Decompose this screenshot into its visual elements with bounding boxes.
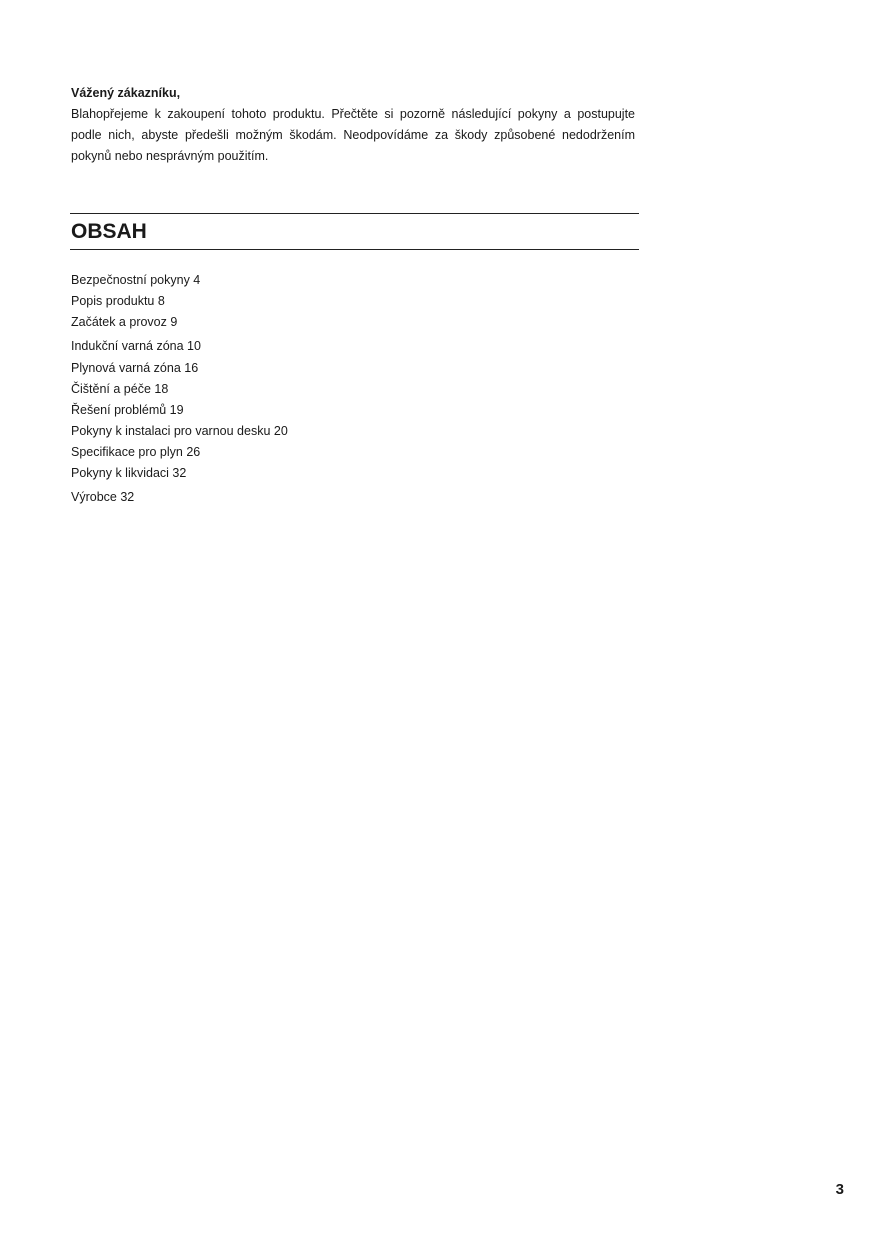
toc-item-gas-zone: Plynová varná zóna 16 <box>71 361 199 375</box>
toc-item-product-description: Popis produktu 8 <box>71 294 165 308</box>
intro-paragraph: Blahopřejeme k zakoupení tohoto produktu. Přečtěte si pozorně následující pokyny a postupujte podle nich, abyste předešli možným škodám. Neodpovídáme za škody způsobené nedodržením pokynů nebo nesprávným použitím. <box>71 107 635 163</box>
toc-item-manufacturer: Výrobce 32 <box>71 490 135 504</box>
toc-item-induction-zone: Indukční varná zóna 10 <box>71 339 201 353</box>
toc-heading: OBSAH <box>71 220 147 243</box>
toc-item-safety: Bezpečnostní pokyny 4 <box>71 273 201 287</box>
intro-section <box>71 83 635 167</box>
toc-item-gas-specs: Specifikace pro plyn 26 <box>71 445 201 459</box>
toc-item-cleaning: Čištění a péče 18 <box>71 382 169 396</box>
toc-top-rule <box>70 213 639 214</box>
toc-item-start-operation: Začátek a provoz 9 <box>71 315 178 329</box>
toc-item-installation: Pokyny k instalaci pro varnou desku 20 <box>71 424 288 438</box>
toc-item-troubleshooting: Řešení problémů 19 <box>71 403 184 417</box>
greeting: Vážený zákazníku, <box>71 86 181 100</box>
toc-item-disposal: Pokyny k likvidaci 32 <box>71 466 187 480</box>
toc-bottom-rule <box>70 249 639 250</box>
page-number: 3 <box>835 1181 844 1198</box>
